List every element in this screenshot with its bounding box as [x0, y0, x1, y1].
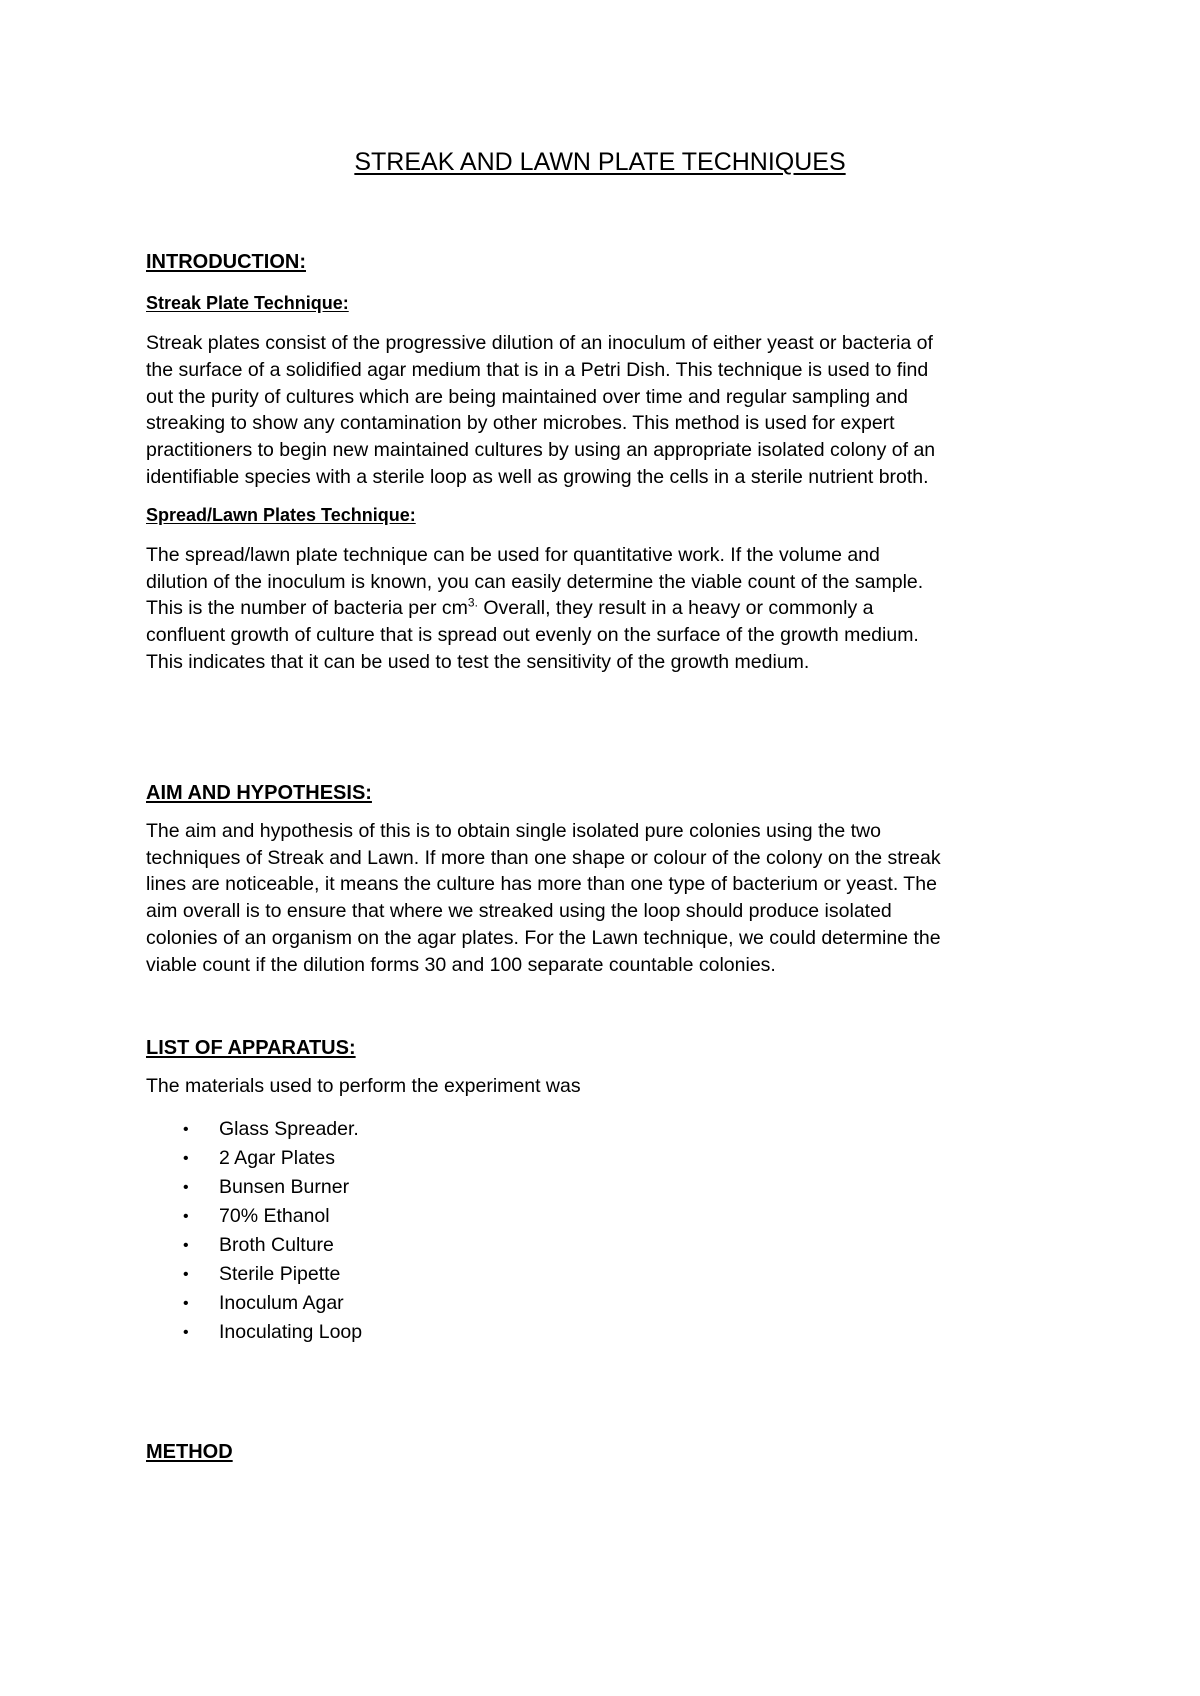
apparatus-list [146, 1115, 1076, 1347]
bullet-icon: • [183, 1179, 189, 1197]
paragraph-line: identifiable species with a sterile loop as well as growing the cells in a sterile nutrient broth. [146, 465, 929, 488]
list-item [146, 1144, 1076, 1173]
paragraph-line: streaking to show any contamination by other microbes. This method is used for expert [146, 412, 895, 435]
paragraph-line: practitioners to begin new maintained cultures by using an appropriate isolated colony of an [146, 439, 936, 462]
bullet-icon: • [183, 1208, 189, 1226]
list-item-label: 2 Agar Plates [219, 1147, 335, 1170]
list-item [146, 1318, 1076, 1347]
list-item [146, 1115, 1076, 1144]
list-item-label: Broth Culture [219, 1234, 334, 1257]
aim-hypothesis-paragraph [146, 818, 1076, 979]
paragraph-line [146, 595, 1076, 622]
method-heading: METHOD [146, 1441, 233, 1464]
list-item [146, 1202, 1076, 1231]
paragraph-line: This indicates that it can be used to test the sensitivity of the growth medium. [146, 650, 810, 673]
streak-plate-paragraph [146, 330, 1076, 491]
paragraph-line: The aim and hypothesis of this is to obtain single isolated pure colonies using the two [146, 819, 881, 842]
list-item-label: Glass Spreader. [219, 1118, 359, 1141]
apparatus-intro: The materials used to perform the experiment was [146, 1074, 581, 1097]
paragraph-line: viable count if the dilution forms 30 and 100 separate countable colonies. [146, 953, 776, 976]
superscript-exponent: 3. [467, 595, 478, 610]
bullet-icon: • [183, 1150, 189, 1168]
paragraph-line: techniques of Streak and Lawn. If more than one shape or colour of the colony on the streak [146, 846, 941, 869]
paragraph-line: confluent growth of culture that is spread out evenly on the surface of the growth medium. [146, 624, 919, 647]
paragraph-line: colonies of an organism on the agar plates. For the Lawn technique, we could determine the [146, 926, 941, 949]
list-item-label: Bunsen Burner [219, 1176, 350, 1199]
paragraph-line: the surface of a solidified agar medium that is in a Petri Dish. This technique is used to find [146, 358, 929, 381]
bullet-icon: • [183, 1266, 189, 1284]
list-item-label: Sterile Pipette [219, 1263, 341, 1286]
bullet-icon: • [183, 1121, 189, 1139]
list-item [146, 1289, 1076, 1318]
list-item [146, 1173, 1076, 1202]
list-item [146, 1260, 1076, 1289]
paragraph-line: Streak plates consist of the progressive dilution of an inoculum of either yeast or bacteria of [146, 332, 933, 354]
list-item-label: Inoculating Loop [219, 1321, 363, 1344]
list-item [146, 1231, 1076, 1260]
document-body [146, 249, 1076, 1465]
lawn-plate-paragraph [146, 542, 1076, 676]
document-title: STREAK AND LAWN PLATE TECHNIQUES [354, 148, 846, 176]
lawn-plate-heading: Spread/Lawn Plates Technique: [146, 504, 416, 525]
bullet-icon: • [183, 1295, 189, 1313]
apparatus-heading: LIST OF APPARATUS: [146, 1036, 356, 1059]
bullet-icon: • [183, 1237, 189, 1255]
paragraph-line: The spread/lawn plate technique can be used for quantitative work. If the volume and [146, 543, 880, 566]
streak-plate-heading: Streak Plate Technique: [146, 293, 349, 313]
line-segment: This is the number of bacteria per cm [146, 597, 468, 620]
bullet-icon: • [183, 1324, 189, 1342]
list-item-label: 70% Ethanol [219, 1205, 330, 1228]
paragraph-line: dilution of the inoculum is known, you can easily determine the viable count of the sample. [146, 570, 924, 593]
introduction-heading: INTRODUCTION: [146, 251, 306, 273]
paragraph-line: aim overall is to ensure that where we streaked using the loop should produce isolated [146, 900, 892, 923]
aim-hypothesis-heading: AIM AND HYPOTHESIS: [146, 781, 372, 804]
paragraph-line: out the purity of cultures which are being maintained over time and regular sampling and [146, 385, 909, 408]
list-item-label: Inoculum Agar [219, 1292, 344, 1315]
paragraph-line: lines are noticeable, it means the culture has more than one type of bacterium or yeast. The [146, 873, 937, 896]
line-segment: Overall, they result in a heavy or commonly a [477, 597, 874, 620]
